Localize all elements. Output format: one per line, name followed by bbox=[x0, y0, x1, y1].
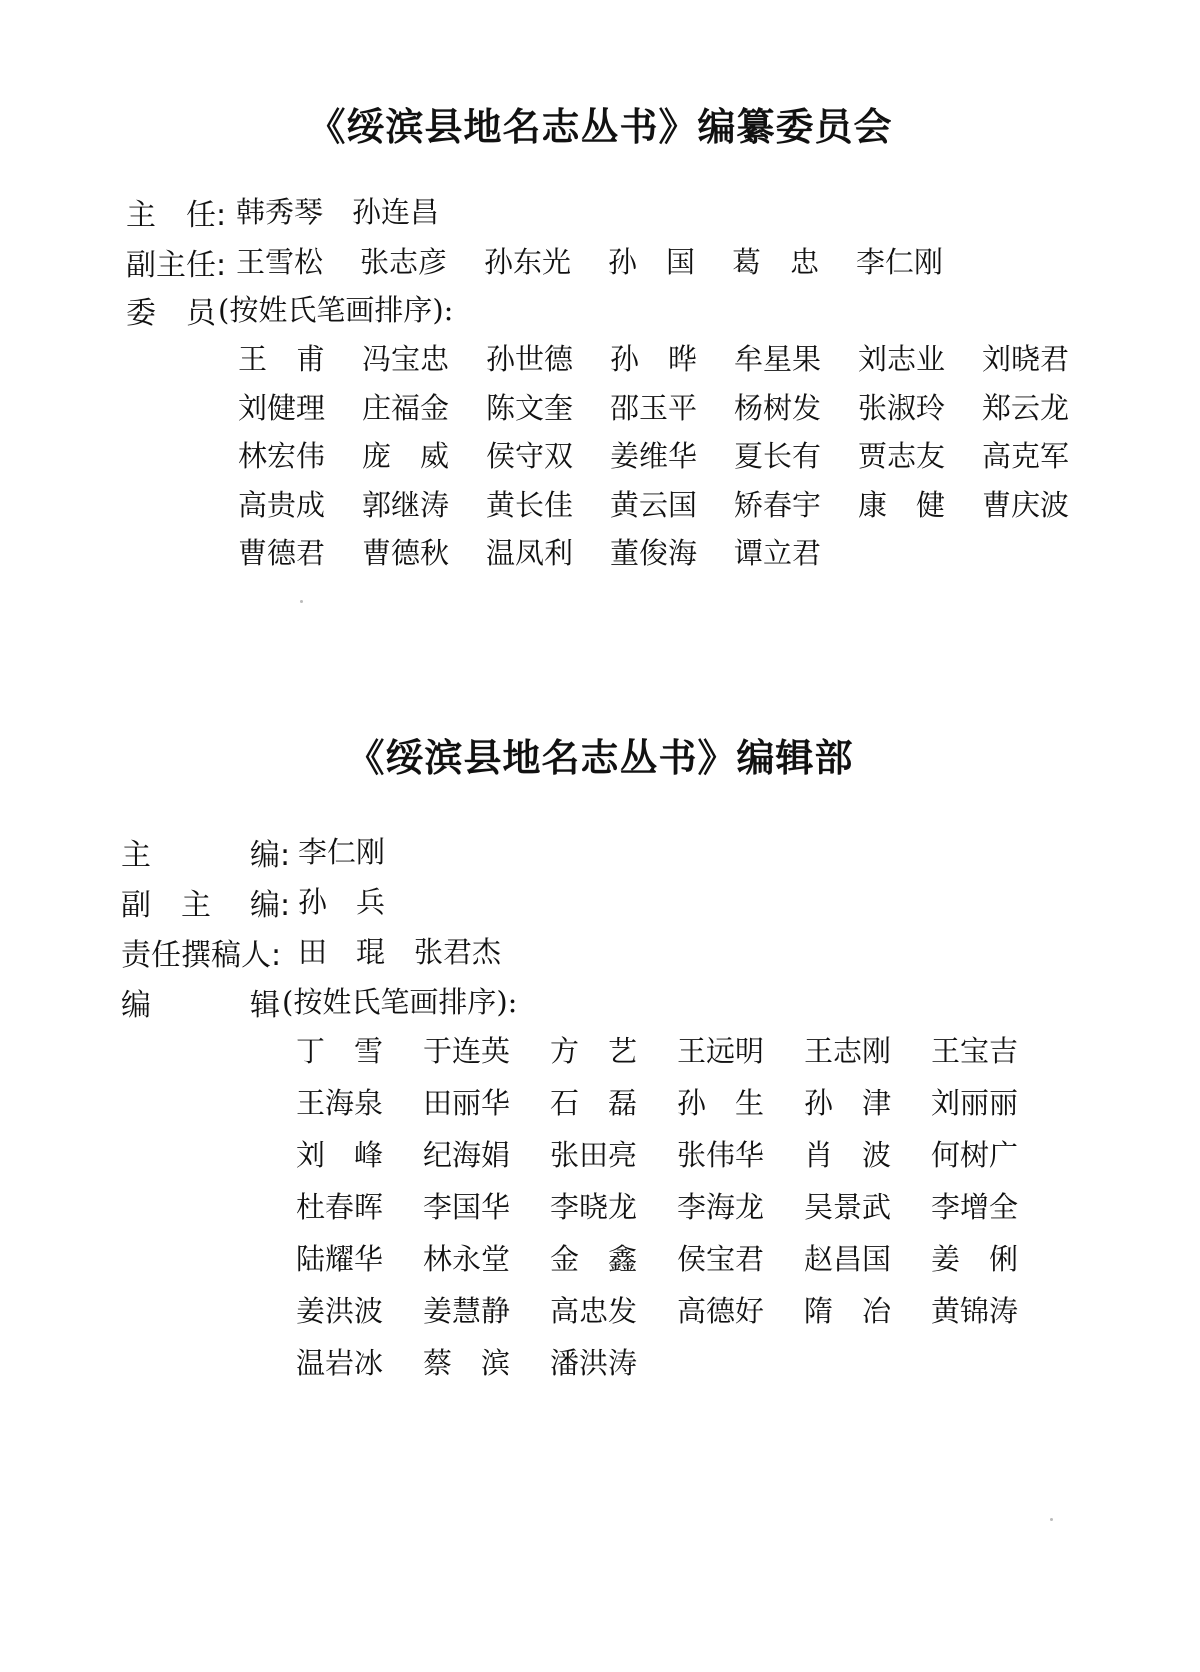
editor-name: 何树广 bbox=[931, 1138, 1019, 1172]
editor-name: 林永堂 bbox=[423, 1242, 511, 1276]
member-name: 庞 威 bbox=[362, 439, 450, 473]
editor-name: 王海泉 bbox=[296, 1086, 384, 1120]
member-name: 姜维华 bbox=[610, 439, 698, 473]
editor-name: 李国华 bbox=[423, 1190, 511, 1224]
vice-director-name: 葛 忠 bbox=[732, 245, 820, 279]
vice-director-name: 王雪松 bbox=[236, 245, 324, 279]
editorial-title: 《绥滨县地名志丛书》编辑部 bbox=[346, 736, 854, 780]
editor-name: 赵昌国 bbox=[804, 1242, 892, 1276]
member-name: 冯宝忠 bbox=[362, 342, 450, 376]
editor-name: 刘丽丽 bbox=[931, 1086, 1019, 1120]
member-name: 曹庆波 bbox=[982, 487, 1070, 522]
member-name: 王 甫 bbox=[238, 342, 326, 376]
member-name: 邵玉平 bbox=[610, 390, 698, 425]
editor-name: 王志刚 bbox=[804, 1034, 892, 1068]
editors-label-suffix: 辑 bbox=[250, 988, 280, 1023]
editor-name: 田丽华 bbox=[423, 1086, 511, 1120]
vice-director-name: 李仁刚 bbox=[856, 245, 944, 279]
member-name: 董俊海 bbox=[610, 536, 698, 570]
editor-name: 刘 峰 bbox=[296, 1138, 384, 1172]
member-name: 温凤利 bbox=[486, 536, 574, 570]
editor-name: 陆耀华 bbox=[296, 1242, 384, 1276]
deputy-editor-label: 副 主 bbox=[121, 888, 211, 923]
member-name: 庄福金 bbox=[362, 390, 450, 425]
member-name: 黄长佳 bbox=[486, 487, 574, 522]
member-name: 曹德秋 bbox=[362, 536, 450, 570]
vice-director-label: 副主任: bbox=[126, 248, 227, 283]
member-name: 郭继涛 bbox=[362, 487, 450, 522]
editor-name: 姜 俐 bbox=[931, 1242, 1019, 1276]
member-name: 刘志业 bbox=[858, 342, 946, 376]
director-names: 韩秀琴 孙连昌 bbox=[236, 195, 440, 229]
editor-name: 黄锦涛 bbox=[931, 1294, 1019, 1328]
committee-title: 《绥滨县地名志丛书》编纂委员会 bbox=[307, 105, 893, 149]
editor-name: 李晓龙 bbox=[550, 1190, 638, 1224]
member-name: 孙 晔 bbox=[610, 342, 698, 376]
editor-name: 金 鑫 bbox=[550, 1242, 638, 1276]
editor-name: 方 艺 bbox=[550, 1034, 638, 1068]
editor-name: 孙 生 bbox=[677, 1086, 765, 1120]
writer-label: 责任撰稿人: bbox=[121, 938, 282, 973]
editor-name: 王远明 bbox=[677, 1034, 765, 1068]
vice-director-name: 张志彦 bbox=[360, 245, 448, 279]
editors-label: 编 bbox=[121, 988, 151, 1023]
editors-note: (按姓氏笔画排序): bbox=[282, 985, 518, 1019]
scan-speck bbox=[1050, 1518, 1053, 1521]
vice-director-name: 孙东光 bbox=[484, 245, 572, 279]
editor-name: 于连英 bbox=[423, 1034, 511, 1068]
member-name: 杨树发 bbox=[734, 390, 822, 425]
deputy-editor-name: 孙 兵 bbox=[298, 885, 386, 919]
member-name: 曹德君 bbox=[238, 536, 326, 570]
editor-name: 张伟华 bbox=[677, 1138, 765, 1172]
member-name: 侯守双 bbox=[486, 439, 574, 473]
member-name: 林宏伟 bbox=[238, 439, 326, 473]
member-name: 孙世德 bbox=[486, 342, 574, 376]
editor-name: 孙 津 bbox=[804, 1086, 892, 1120]
members-label: 委 员 bbox=[126, 296, 216, 331]
editor-name: 吴景武 bbox=[804, 1190, 892, 1224]
editor-name: 丁 雪 bbox=[296, 1034, 384, 1068]
editor-name: 纪海娟 bbox=[423, 1138, 511, 1172]
member-name: 谭立君 bbox=[734, 536, 822, 570]
vice-director-name: 孙 国 bbox=[608, 245, 696, 279]
editor-name: 隋 冶 bbox=[804, 1294, 892, 1328]
member-name: 康 健 bbox=[858, 487, 946, 522]
editor-name: 姜慧静 bbox=[423, 1294, 511, 1328]
chief-editor-name: 李仁刚 bbox=[298, 835, 386, 869]
member-name: 矫春宇 bbox=[734, 487, 822, 522]
editor-name: 潘洪涛 bbox=[550, 1346, 638, 1380]
member-name: 高贵成 bbox=[238, 487, 326, 522]
editor-name: 高德好 bbox=[677, 1294, 765, 1328]
writer-names: 田 琨 张君杰 bbox=[298, 935, 502, 969]
deputy-editor-label-suffix: 编: bbox=[250, 888, 291, 923]
member-name: 夏长有 bbox=[734, 439, 822, 473]
director-label: 主 任: bbox=[126, 198, 227, 233]
member-name: 贾志友 bbox=[858, 439, 946, 473]
member-name: 刘晓君 bbox=[982, 342, 1070, 376]
editor-name: 高忠发 bbox=[550, 1294, 638, 1328]
editor-name: 李海龙 bbox=[677, 1190, 765, 1224]
member-name: 牟星果 bbox=[734, 342, 822, 376]
chief-editor-label-suffix: 编: bbox=[250, 838, 291, 873]
members-note: (按姓氏笔画排序): bbox=[218, 293, 454, 327]
editor-name: 侯宝君 bbox=[677, 1242, 765, 1276]
member-name: 高克军 bbox=[982, 439, 1070, 473]
member-name: 陈文奎 bbox=[486, 390, 574, 425]
editor-name: 杜春晖 bbox=[296, 1190, 384, 1224]
chief-editor-label: 主 bbox=[121, 838, 151, 873]
editor-name: 张田亮 bbox=[550, 1138, 638, 1172]
editor-name: 蔡 滨 bbox=[423, 1346, 511, 1380]
member-name: 郑云龙 bbox=[982, 390, 1070, 425]
member-name: 张淑玲 bbox=[858, 390, 946, 425]
editor-name: 姜洪波 bbox=[296, 1294, 384, 1328]
editor-name: 石 磊 bbox=[550, 1086, 638, 1120]
editor-name: 王宝吉 bbox=[931, 1034, 1019, 1068]
member-name: 刘健理 bbox=[238, 390, 326, 425]
editor-name: 李增全 bbox=[931, 1190, 1019, 1224]
member-name: 黄云国 bbox=[610, 487, 698, 522]
editor-name: 温岩冰 bbox=[296, 1346, 384, 1380]
scan-speck bbox=[300, 600, 303, 603]
editor-name: 肖 波 bbox=[804, 1138, 892, 1172]
